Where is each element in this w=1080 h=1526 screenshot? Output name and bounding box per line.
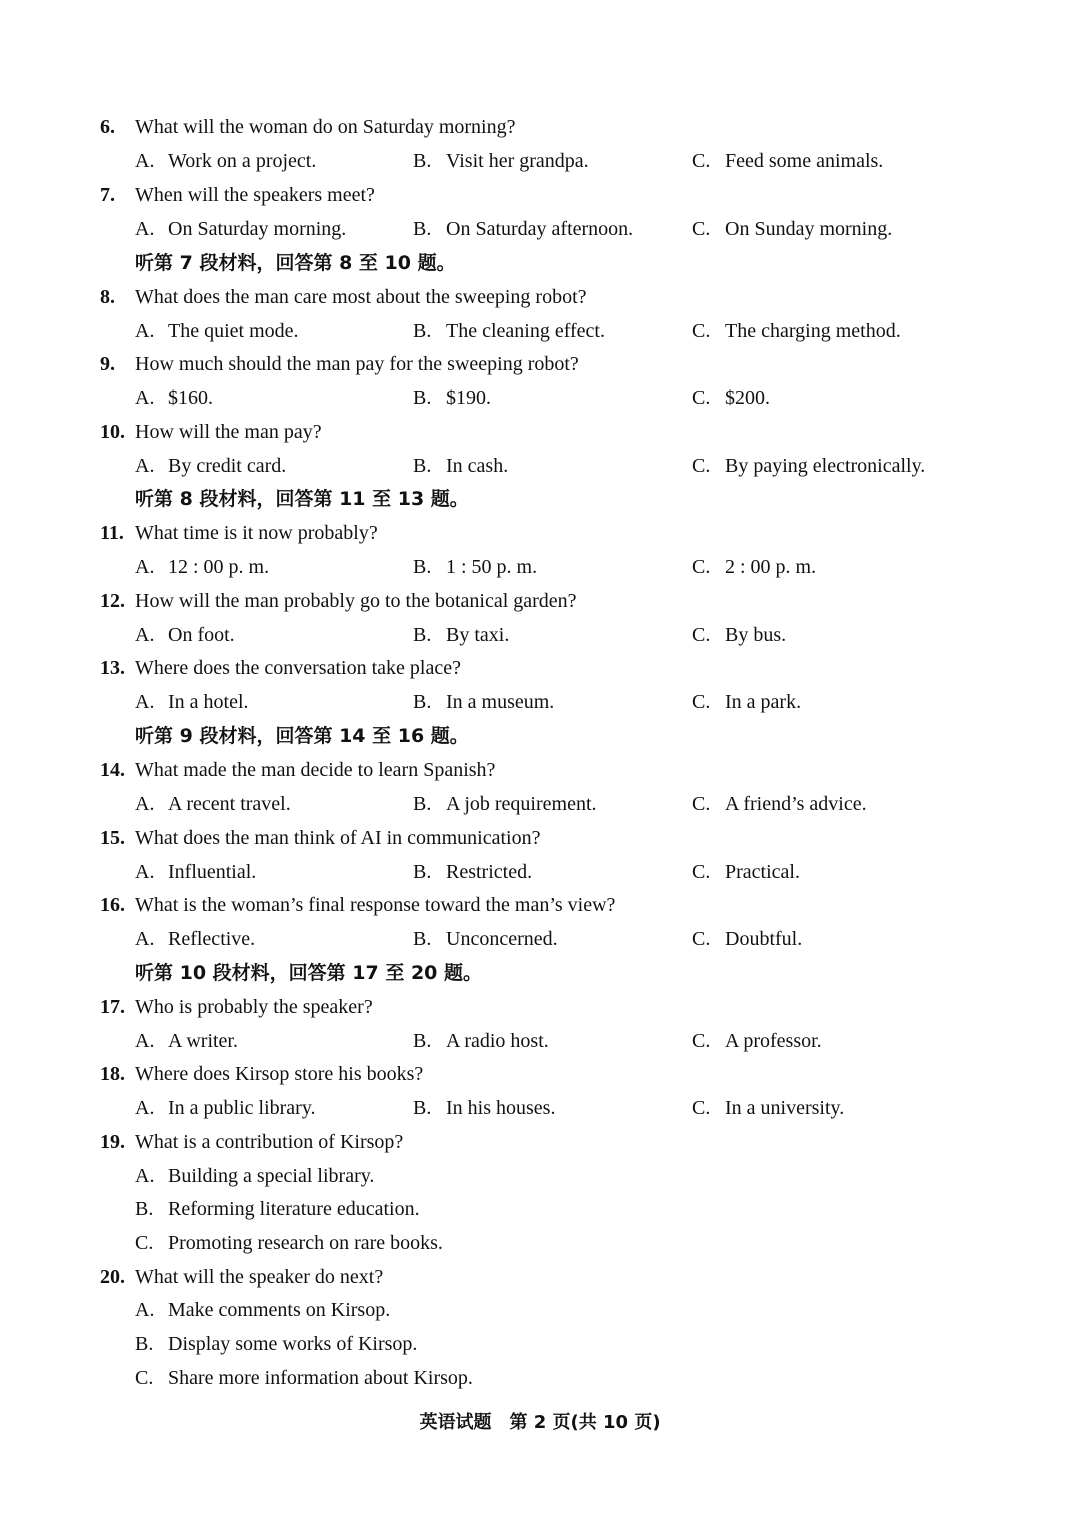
option-a: [135, 922, 255, 956]
option-text: A friend’s advice.: [725, 793, 867, 815]
options-9: [0, 381, 1080, 415]
option-text: In his houses.: [446, 1097, 556, 1119]
option-a: [135, 550, 269, 584]
option-c: [692, 1024, 822, 1058]
option-text: 12 : 00 p. m.: [168, 556, 270, 578]
option-letter: A.: [135, 1299, 155, 1321]
option-text: By paying electronically.: [725, 455, 926, 477]
option-letter: B.: [413, 861, 432, 883]
option-letter: A.: [135, 455, 155, 477]
option-text: Unconcerned.: [446, 928, 558, 950]
options-10: [0, 449, 1080, 483]
option-letter: C.: [692, 928, 711, 950]
options-13: [0, 685, 1080, 719]
question-text: Where does Kirsop store his books?: [135, 1063, 424, 1085]
question-text: Who is probably the speaker?: [135, 996, 373, 1018]
option-letter: A.: [135, 1030, 155, 1052]
option-letter: C.: [692, 218, 711, 240]
option-c: [692, 922, 802, 956]
option-text: By bus.: [725, 624, 787, 646]
options-6: [0, 144, 1080, 178]
options-7: [0, 212, 1080, 246]
option-letter: A.: [135, 150, 155, 172]
question-number: 8.: [100, 286, 115, 308]
option-a: [135, 1091, 316, 1125]
question-text: What time is it now probably?: [135, 522, 378, 544]
options-20-b: [0, 1327, 1080, 1361]
option-c: [692, 618, 786, 652]
question-number: 20.: [100, 1266, 125, 1288]
option-b: [413, 144, 589, 178]
option-letter: B.: [413, 150, 432, 172]
option-a: [135, 1293, 390, 1327]
option-a: [135, 144, 316, 178]
question-number: 19.: [100, 1131, 125, 1153]
option-b: [413, 1091, 555, 1125]
option-a: [135, 618, 235, 652]
option-b: [135, 1192, 420, 1226]
option-letter: C.: [692, 556, 711, 578]
option-letter: A.: [135, 1097, 155, 1119]
option-text: Restricted.: [446, 861, 533, 883]
option-letter: C.: [692, 1030, 711, 1052]
option-c: [692, 449, 925, 483]
option-text: A recent travel.: [168, 793, 291, 815]
question-number: 12.: [100, 590, 125, 612]
option-a: [135, 787, 291, 821]
option-text: Display some works of Kirsop.: [168, 1333, 418, 1355]
option-text: 1 : 50 p. m.: [446, 556, 538, 578]
option-letter: B.: [413, 691, 432, 713]
option-letter: B.: [413, 1030, 432, 1052]
option-a: [135, 381, 213, 415]
option-a: [135, 1159, 374, 1193]
question-text: Where does the conversation take place?: [135, 657, 461, 679]
option-letter: C.: [692, 1097, 711, 1119]
option-c: [692, 550, 816, 584]
option-a: [135, 314, 299, 348]
options-19-c: [0, 1226, 1080, 1260]
question-text: What will the woman do on Saturday morning?: [135, 116, 516, 138]
question-text: What is a contribution of Kirsop?: [135, 1131, 404, 1153]
option-text: Visit her grandpa.: [446, 150, 589, 172]
option-text: By taxi.: [446, 624, 510, 646]
option-b: [413, 787, 597, 821]
option-text: A writer.: [168, 1030, 238, 1052]
question-number: 6.: [100, 116, 115, 138]
options-17: [0, 1024, 1080, 1058]
option-c: [135, 1226, 443, 1260]
option-letter: B.: [413, 928, 432, 950]
option-text: In a museum.: [446, 691, 555, 713]
option-letter: B.: [413, 556, 432, 578]
question-text: What is the woman’s final response toward the man’s view?: [135, 894, 616, 916]
option-text: In a park.: [725, 691, 802, 713]
option-letter: A.: [135, 861, 155, 883]
option-text: Feed some animals.: [725, 150, 884, 172]
option-letter: B.: [413, 455, 432, 477]
option-a: [135, 449, 286, 483]
option-c: [692, 787, 867, 821]
option-letter: A.: [135, 556, 155, 578]
option-a: [135, 212, 346, 246]
option-letter: C.: [692, 691, 711, 713]
options-12: [0, 618, 1080, 652]
option-text: $190.: [446, 387, 491, 409]
option-letter: A.: [135, 624, 155, 646]
option-c: [692, 381, 770, 415]
option-text: In a hotel.: [168, 691, 249, 713]
option-letter: B.: [135, 1198, 154, 1220]
options-15: [0, 855, 1080, 889]
option-text: In cash.: [446, 455, 509, 477]
option-text: Reforming literature education.: [168, 1198, 420, 1220]
question-number: 13.: [100, 657, 125, 679]
option-letter: B.: [413, 387, 432, 409]
option-text: A radio host.: [446, 1030, 549, 1052]
option-text: By credit card.: [168, 455, 287, 477]
option-text: Influential.: [168, 861, 257, 883]
option-text: Work on a project.: [168, 150, 317, 172]
option-text: $160.: [168, 387, 213, 409]
option-letter: B.: [413, 624, 432, 646]
option-b: [135, 1327, 417, 1361]
option-a: [135, 855, 256, 889]
option-text: Reflective.: [168, 928, 256, 950]
option-letter: A.: [135, 928, 155, 950]
option-b: [413, 1024, 549, 1058]
option-b: [413, 855, 532, 889]
option-text: $200.: [725, 387, 770, 409]
options-18: [0, 1091, 1080, 1125]
question-number: 7.: [100, 184, 115, 206]
options-14: [0, 787, 1080, 821]
option-a: [135, 685, 249, 719]
option-letter: B.: [413, 320, 432, 342]
option-letter: C.: [135, 1232, 154, 1254]
section-heading: 听第 8 段材料，回答第 11 至 13 题。: [135, 488, 469, 510]
question-number: 16.: [100, 894, 125, 916]
options-11: [0, 550, 1080, 584]
option-text: Doubtful.: [725, 928, 803, 950]
options-19-a: [0, 1159, 1080, 1193]
question-number: 14.: [100, 759, 125, 781]
option-b: [413, 314, 605, 348]
option-text: On Sunday morning.: [725, 218, 893, 240]
section-heading: 听第 7 段材料，回答第 8 至 10 题。: [135, 252, 456, 274]
option-text: On foot.: [168, 624, 235, 646]
option-letter: B.: [413, 1097, 432, 1119]
option-text: In a university.: [725, 1097, 845, 1119]
option-text: On Saturday afternoon.: [446, 218, 634, 240]
option-letter: A.: [135, 793, 155, 815]
option-letter: B.: [135, 1333, 154, 1355]
option-letter: B.: [413, 218, 432, 240]
option-text: Share more information about Kirsop.: [168, 1367, 473, 1389]
option-text: The charging method.: [725, 320, 901, 342]
option-c: [692, 685, 801, 719]
option-letter: C.: [692, 624, 711, 646]
option-letter: A.: [135, 218, 155, 240]
section-heading: 听第 10 段材料，回答第 17 至 20 题。: [135, 962, 483, 984]
option-text: Practical.: [725, 861, 800, 883]
question-number: 11.: [100, 522, 124, 544]
question-text: How much should the man pay for the sweeping robot?: [135, 353, 579, 375]
option-letter: B.: [413, 793, 432, 815]
option-b: [413, 449, 508, 483]
option-text: On Saturday morning.: [168, 218, 347, 240]
question-number: 17.: [100, 996, 125, 1018]
question-text: When will the speakers meet?: [135, 184, 375, 206]
option-letter: A.: [135, 1165, 155, 1187]
question-number: 15.: [100, 827, 125, 849]
option-letter: C.: [692, 793, 711, 815]
question-text: What will the speaker do next?: [135, 1266, 384, 1288]
options-8: [0, 314, 1080, 348]
question-number: 9.: [100, 353, 115, 375]
question-text: What does the man think of AI in communication?: [135, 827, 541, 849]
options-20-a: [0, 1293, 1080, 1327]
option-c: [692, 144, 883, 178]
options-19-b: [0, 1192, 1080, 1226]
option-a: [135, 1024, 238, 1058]
option-b: [413, 685, 554, 719]
options-20-c: [0, 1361, 1080, 1395]
option-c: [135, 1361, 473, 1395]
option-c: [692, 1091, 844, 1125]
option-b: [413, 381, 491, 415]
option-letter: C.: [692, 320, 711, 342]
option-b: [413, 550, 537, 584]
option-c: [692, 314, 901, 348]
question-text: How will the man probably go to the botanical garden?: [135, 590, 577, 612]
option-c: [692, 212, 892, 246]
option-text: 2 : 00 p. m.: [725, 556, 817, 578]
page-footer: 英语试题 第 2 页(共 10 页): [419, 1412, 661, 1433]
option-text: A professor.: [725, 1030, 822, 1052]
option-text: The cleaning effect.: [446, 320, 605, 342]
option-c: [692, 855, 800, 889]
option-letter: C.: [135, 1367, 154, 1389]
question-number: 10.: [100, 421, 125, 443]
option-letter: C.: [692, 861, 711, 883]
option-letter: C.: [692, 387, 711, 409]
option-letter: A.: [135, 320, 155, 342]
option-text: In a public library.: [168, 1097, 316, 1119]
option-b: [413, 618, 509, 652]
section-heading: 听第 9 段材料，回答第 14 至 16 题。: [135, 725, 469, 747]
option-letter: A.: [135, 387, 155, 409]
option-text: A job requirement.: [446, 793, 597, 815]
option-text: Make comments on Kirsop.: [168, 1299, 391, 1321]
option-letter: C.: [692, 150, 711, 172]
question-text: How will the man pay?: [135, 421, 322, 443]
options-16: [0, 922, 1080, 956]
option-b: [413, 212, 633, 246]
option-text: Building a special library.: [168, 1165, 375, 1187]
option-text: The quiet mode.: [168, 320, 299, 342]
option-letter: C.: [692, 455, 711, 477]
question-text: What made the man decide to learn Spanish?: [135, 759, 496, 781]
question-number: 18.: [100, 1063, 125, 1085]
option-letter: A.: [135, 691, 155, 713]
option-text: Promoting research on rare books.: [168, 1232, 443, 1254]
question-text: What does the man care most about the sweeping robot?: [135, 286, 587, 308]
option-b: [413, 922, 558, 956]
